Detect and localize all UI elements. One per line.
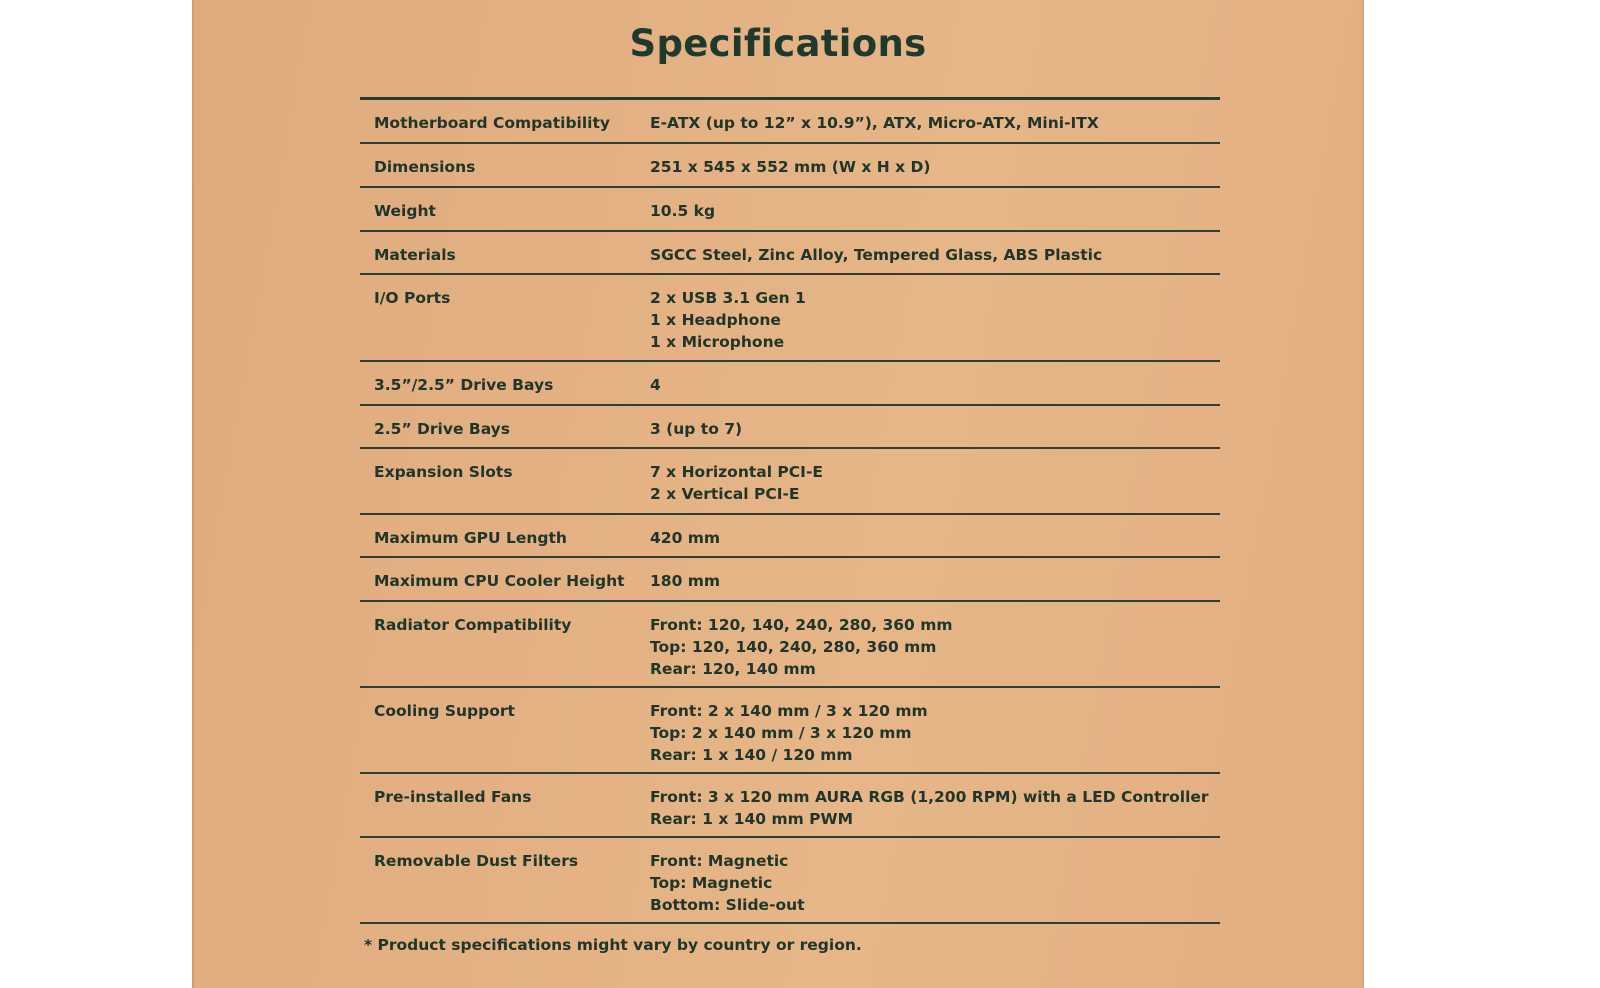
spec-value: Bottom: Slide-out [650,896,805,914]
spec-value: Front: Magnetic [650,852,789,870]
spec-values [650,786,1220,836]
spec-row-weight [360,188,1220,232]
spec-value: 2 x Vertical PCI-E [650,485,800,503]
spec-values [650,614,1220,686]
spec-values [650,418,1220,447]
spec-label: 3.5”/2.5” Drive Bays [374,376,554,394]
spec-value: 3 (up to 7) [650,420,743,438]
spec-row-drive-bays-25 [360,406,1220,449]
spec-value: Top: Magnetic [650,874,773,892]
spec-label: Motherboard Compatibility [374,114,611,132]
spec-value: 1 x Headphone [650,311,781,329]
spec-value: 420 mm [650,529,721,547]
spec-label: I/O Ports [374,289,451,307]
spec-value: 1 x Microphone [650,333,785,351]
spec-value: Rear: 1 x 140 mm PWM [650,810,854,828]
spec-row-cooling-support [360,688,1220,774]
spec-label: Dimensions [374,158,476,176]
spec-label: 2.5” Drive Bays [374,420,511,438]
spec-row-materials [360,232,1220,275]
spec-value: Front: 2 x 140 mm / 3 x 120 mm [650,702,928,720]
spec-label: Expansion Slots [374,463,513,481]
spec-label: Radiator Compatibility [374,616,572,634]
spec-value: E-ATX (up to 12” x 10.9”), ATX, Micro-ATX, Mini-ITX [650,114,1099,132]
spec-label: Maximum CPU Cooler Height [374,572,625,590]
spec-values [650,850,1220,922]
spec-row-dimensions [360,144,1220,188]
spec-label: Removable Dust Filters [374,852,579,870]
spec-row-io-ports [360,275,1220,362]
spec-row-preinstalled-fans [360,774,1220,838]
spec-values [650,374,1220,404]
spec-table [360,97,1220,924]
spec-values [650,244,1220,273]
spec-row-gpu-length [360,515,1220,558]
spec-label: Pre-installed Fans [374,788,532,806]
spec-row-drive-bays-35 [360,362,1220,406]
spec-value: 251 x 545 x 552 mm (W x H x D) [650,158,931,176]
spec-value: 2 x USB 3.1 Gen 1 [650,289,806,307]
spec-value: Rear: 1 x 140 / 120 mm [650,746,853,764]
spec-value: Front: 3 x 120 mm AURA RGB (1,200 RPM) with a LED Controller [650,788,1209,806]
spec-values [650,287,1220,360]
spec-row-motherboard [360,100,1220,144]
spec-value: Top: 2 x 140 mm / 3 x 120 mm [650,724,912,742]
spec-row-radiator [360,602,1220,688]
spec-value: Front: 120, 140, 240, 280, 360 mm [650,616,953,634]
spec-row-expansion-slots [360,449,1220,515]
spec-label: Maximum GPU Length [374,529,567,547]
spec-values [650,156,1220,186]
page-title: Specifications [629,22,927,65]
spec-label: Cooling Support [374,702,515,720]
spec-values [650,461,1220,513]
footnote: * Product specifications might vary by country or region. [364,936,862,954]
spec-values [650,527,1220,556]
spec-label: Materials [374,246,456,264]
spec-values [650,570,1220,600]
spec-label: Weight [374,202,436,220]
spec-values [650,700,1220,772]
spec-value: 10.5 kg [650,202,716,220]
spec-sheet-box [192,0,1364,988]
spec-value: 7 x Horizontal PCI-E [650,463,823,481]
spec-row-dust-filters [360,838,1220,924]
spec-value: SGCC Steel, Zinc Alloy, Tempered Glass, ABS Plastic [650,246,1103,264]
spec-values [650,200,1220,230]
spec-values [650,112,1220,142]
spec-value: 4 [650,376,661,394]
spec-row-cpu-cooler-height [360,558,1220,602]
spec-value: Rear: 120, 140 mm [650,660,816,678]
spec-value: Top: 120, 140, 240, 280, 360 mm [650,638,937,656]
spec-value: 180 mm [650,572,721,590]
